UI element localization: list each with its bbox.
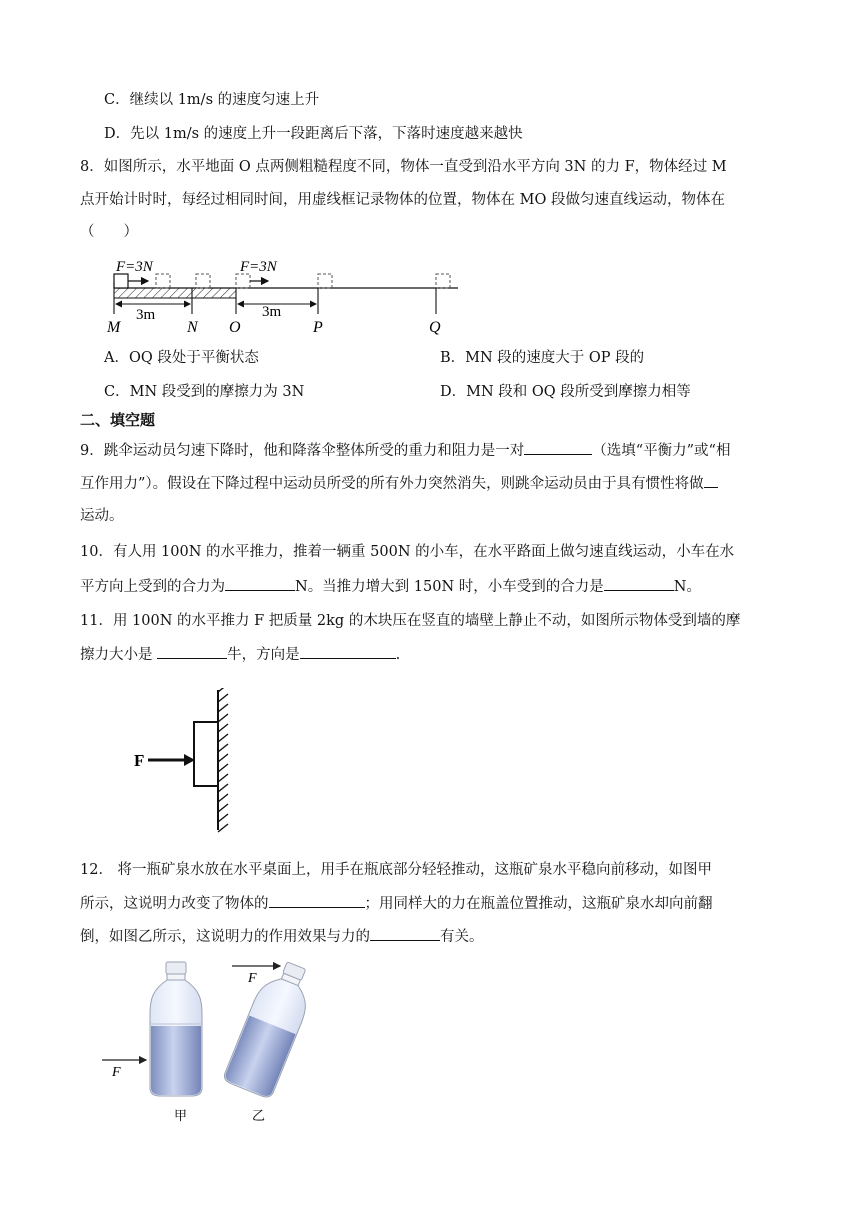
- force-label-top: F: [248, 971, 257, 986]
- force-label-bottom: F: [112, 1065, 121, 1080]
- point-label-p: P: [313, 319, 323, 336]
- q11-wall-diagram: [130, 688, 250, 834]
- bottle-upright: [150, 962, 202, 1096]
- q8-option-c: C．MN 段受到的摩擦力为 3N: [104, 384, 305, 400]
- position-box: [318, 274, 332, 288]
- force-label-left: F=3N: [116, 259, 153, 275]
- q12-line2: 所示，这说明力改变了物体的 ；用同样大的力在瓶盖位置推动，这瓶矿泉水却向前翻: [80, 893, 713, 914]
- block-at-m: [114, 274, 128, 288]
- q12-bottle-diagram: [96, 956, 336, 1126]
- q11-line2: 擦力大小是 牛，方向是 .: [80, 644, 400, 665]
- point-label-m: M: [107, 319, 121, 336]
- q7-option-d: D．先以 1m/s 的速度上升一段距离后下落，下落时速度越来越快: [104, 126, 523, 142]
- q10-blank-1[interactable]: [225, 576, 295, 591]
- q8-option-b: B．MN 段的速度大于 OP 段的: [440, 350, 645, 366]
- q12-line1: 12． 将一瓶矿泉水放在水平桌面上，用手在瓶底部分轻轻推动，这瓶矿泉水平稳向前移动，如图甲: [80, 862, 713, 878]
- q12-line3: 倒，如图乙所示，这说明力的作用效果与力的 有关。: [80, 926, 484, 947]
- wall-hatching: [218, 688, 228, 832]
- point-label-o: O: [229, 319, 241, 336]
- distance-label-op: 3m: [262, 304, 282, 320]
- q8-motion-diagram: [96, 252, 476, 338]
- q8-stem-line1: 8．如图所示，水平地面 O 点两侧粗糙程度不同，物体一直受到沿水平方向 3N 的力 F，物体经过 M: [80, 159, 727, 175]
- force-label-f: F: [134, 751, 145, 770]
- q9-line2: 互作用力”）。假设在下降过程中运动员所受的所有外力突然消失，则跳伞运动员由于具有惯性将做: [80, 473, 718, 494]
- point-label-n: N: [187, 319, 198, 336]
- q8-stem-line2: 点开始计时时，每经过相同时间，用虚线框记录物体的位置，物体在 MO 段做匀速直线运动，物体在: [80, 192, 725, 208]
- q11-blank-1[interactable]: [157, 644, 227, 659]
- rough-surface-mo: [114, 288, 236, 298]
- q9-blank-2[interactable]: [704, 473, 718, 488]
- position-box: [156, 274, 170, 288]
- q10-line2: 平方向上受到的合力为 N。当推力增大到 150N 时，小车受到的合力是 N。: [80, 576, 701, 597]
- q12-blank-2[interactable]: [370, 926, 440, 941]
- q8-option-a: A．OQ 段处于平衡状态: [104, 350, 259, 366]
- q7-option-c: C．继续以 1m/s 的速度匀速上升: [104, 92, 320, 108]
- bottle-tilted: [222, 956, 320, 1100]
- q9-line1: 9．跳伞运动员匀速下降时，他和降落伞整体所受的重力和阻力是一对 （选填“平衡力”或“相: [80, 440, 730, 461]
- distance-label-mn: 3m: [136, 307, 156, 323]
- q8-option-d: D．MN 段和 OQ 段所受到摩擦力相等: [440, 384, 691, 400]
- q11-line1: 11．用 100N 的水平推力 F 把质量 2kg 的木块压在竖直的墙壁上静止不动，如图所示物体受到墙的摩: [80, 613, 741, 629]
- force-label-right: F=3N: [240, 259, 277, 275]
- caption-jia: 甲: [174, 1108, 188, 1123]
- q8-answer-bracket: （ ）: [80, 224, 138, 240]
- position-box: [436, 274, 450, 288]
- wooden-block: [194, 722, 218, 786]
- q10-line1: 10．有人用 100N 的水平推力，推着一辆重 500N 的小车，在水平路面上做匀速直线运动，小车在水: [80, 544, 735, 560]
- q10-blank-2[interactable]: [604, 576, 674, 591]
- q9-blank-1[interactable]: [524, 440, 592, 455]
- q12-blank-1[interactable]: [269, 893, 365, 908]
- caption-yi: 乙: [252, 1108, 266, 1123]
- position-box: [196, 274, 210, 288]
- point-label-q: Q: [429, 319, 441, 336]
- position-box: [236, 274, 250, 288]
- section-title-fill-in: 二、填空题: [80, 411, 156, 429]
- q11-blank-2[interactable]: [300, 644, 396, 659]
- q9-line3: 运动。: [80, 508, 124, 524]
